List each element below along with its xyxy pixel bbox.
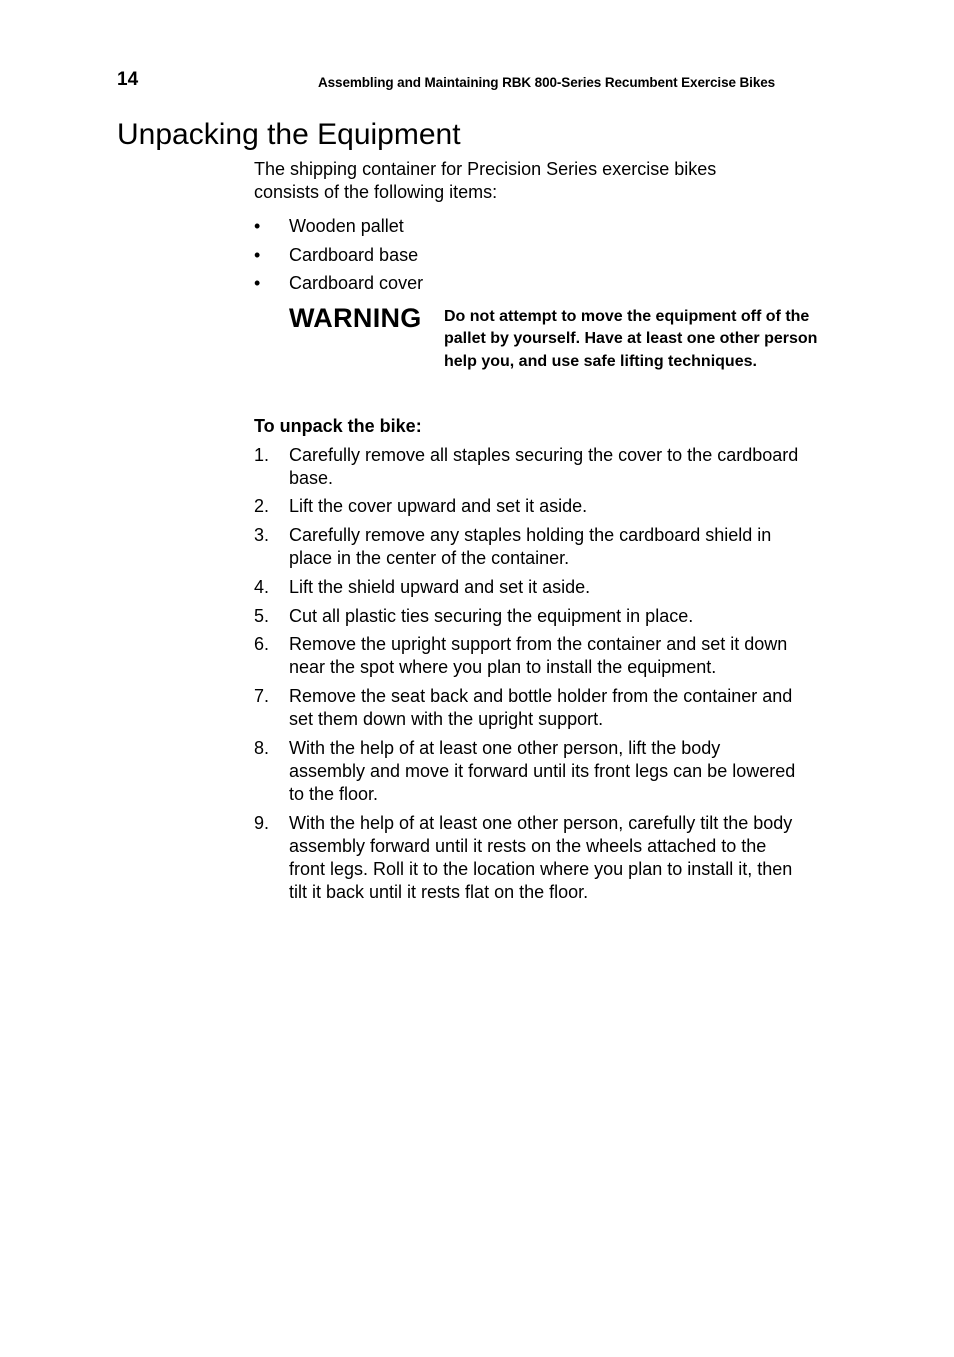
body-content — [254, 158, 818, 910]
list-item — [254, 244, 814, 273]
step-number: 7. — [254, 686, 270, 707]
step-text: Remove the upright support from the container and set it down near the spot where you plan to install the equipment. — [289, 634, 788, 678]
bullet-icon: • — [254, 244, 261, 265]
step-text: Carefully remove all staples securing the cover to the cardboard base. — [289, 444, 799, 488]
warning-label: WARNING — [289, 302, 422, 333]
step-text: Lift the shield upward and set it aside. — [289, 576, 591, 597]
step-item — [254, 812, 799, 904]
step-item — [254, 495, 799, 518]
step-number: 8. — [254, 738, 270, 759]
step-number: 6. — [254, 634, 270, 655]
step-text: Remove the seat back and bottle holder from the container and set them down with the upright support. — [289, 686, 793, 730]
contents-list — [254, 215, 814, 301]
procedure-heading: To unpack the bike: — [254, 415, 422, 436]
list-item-text: Cardboard cover — [289, 273, 424, 293]
step-text: With the help of at least one other person, carefully tilt the body assembly forward until it rests on the wheels attached to the front legs. Roll it to the location where you plan to install it, then tilt it back until it rests flat on the floor. — [289, 812, 793, 902]
list-item — [254, 272, 814, 301]
list-item-text: Wooden pallet — [289, 216, 404, 236]
warning-text: Do not attempt to move the equipment off of the pallet by yourself. Have at least one other person help you, and use safe lifting techniques. — [444, 307, 818, 370]
step-number: 3. — [254, 525, 270, 546]
step-item — [254, 576, 799, 599]
step-text: Carefully remove any staples holding the cardboard shield in place in the center of the container. — [289, 525, 772, 569]
procedure-steps — [254, 444, 799, 904]
step-item — [254, 685, 799, 731]
warning-notice — [254, 302, 818, 415]
list-item-text: Cardboard base — [289, 244, 419, 265]
section-title: Unpacking the Equipment — [117, 118, 461, 151]
step-number: 1. — [254, 444, 270, 465]
step-item — [254, 633, 799, 679]
step-number: 4. — [254, 576, 270, 597]
step-number: 5. — [254, 605, 270, 626]
step-item — [254, 524, 799, 570]
step-text: With the help of at least one other person, lift the body assembly and move it forward until its front legs can be lowered to the floor. — [289, 738, 796, 805]
step-item — [254, 737, 799, 806]
step-text: Cut all plastic ties securing the equipment in place. — [289, 605, 694, 626]
step-number: 2. — [254, 496, 270, 517]
bullet-icon: • — [254, 273, 261, 293]
step-item — [254, 444, 799, 490]
intro-paragraph: The shipping container for Precision Series exercise bikes consists of the following items: — [254, 159, 717, 202]
step-item — [254, 605, 799, 628]
step-text: Lift the cover upward and set it aside. — [289, 496, 588, 517]
list-item — [254, 215, 814, 244]
page-number: 14 — [117, 69, 139, 90]
running-header: Assembling and Maintaining RBK 800-Series Recumbent Exercise Bikes — [318, 75, 776, 90]
bullet-icon: • — [254, 216, 261, 236]
step-number: 9. — [254, 812, 270, 833]
